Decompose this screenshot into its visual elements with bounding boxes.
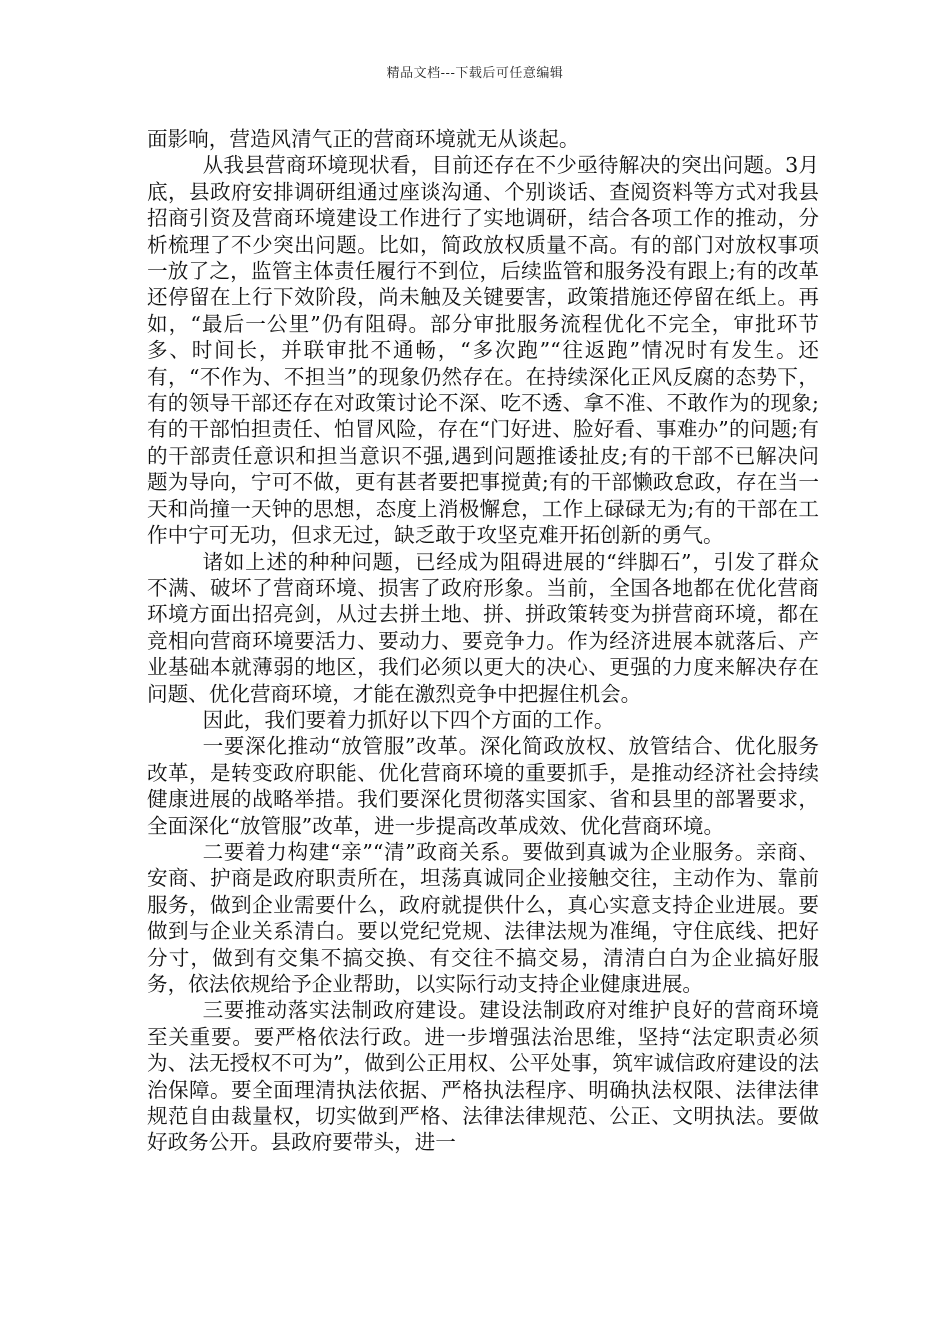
paragraph-reform: 一要深化推动“放管服”改革。深化简政放权、放管结合、优化服务改革，是转变政府职能、优化营商环境的重要抓手，是推动经济社会持续健康进展的战略举措。我们要深化贯彻落实国家、省和县里的部署要求，全面深化“放管服”改革，进一步提高改革成效、优化营商环境。 [147, 734, 819, 838]
paragraph-rule-of-law: 三要推动落实法制政府建设。建设法制政府对维护良好的营商环境至关重要。要严格依法行政。进一步增强法治思维，坚持“法定职责必须为、法无授权不可为”，做到公正用权、公平处事，筑牢诚信政府建设的法治保障。要全面理清执法依据、严格执法程序、明确执法权限、法律法律规范自由裁量权，切实做到严格、法律法律规范、公正、文明执法。要做好政务公开。县政府要带头，进一 [147, 998, 819, 1155]
paragraph-business-relations: 二要着力构建“亲”“清”政商关系。要做到真诚为企业服务。亲商、安商、护商是政府职责所在，坦荡真诚同企业接触交往，主动作为、靠前服务，做到企业需要什么，政府就提供什么，真心实意支持企业进展。要做到与企业关系清白。要以党纪党规、法律法规为准绳，守住底线、把好分寸，做到有交集不搞交换、有交往不搞交易，清清白白为企业搞好服务，依法依规给予企业帮助，以实际行动支持企业健康进展。 [147, 839, 819, 996]
page-header: 精品文档---下载后可任意编辑 [386, 66, 564, 81]
paragraph-continuation: 面影响，营造风清气正的营商环境就无从谈起。 [147, 127, 580, 151]
paragraph-current-problems: 从我县营商环境现状看，目前还存在不少亟待解决的突出问题。3月底，县政府安排调研组通过座谈沟通、个别谈话、查阅资料等方式对我县招商引资及营商环境建设工作进行了实地调研，结合各项工作的推动，分析梳理了不少突出问题。比如，简政放权质量不高。有的部门对放权事项一放了之，监管主体责任履行不到位，后续监管和服务没有跟上;有的改革还停留在上行下效阶段，尚未触及关键要害，政策措施还停留在纸上。再如，“最后一公里”仍有阻碍。部分审批服务流程优化不完全，审批环节多、时间长，并联审批不通畅，“多次跑”“往返跑”情况时有发生。还有，“不作为、不担当”的现象仍然存在。在持续深化正风反腐的态势下，有的领导干部还存在对政策讨论不深、吃不透、拿不准、不敢作为的现象;有的干部怕担责任、怕冒风险，存在“门好进、脸好看、事难办”的问题;有的干部责任意识和担当意识不强,遇到问题推诿扯皮;有的干部不已解决问题为导向，宁可不做，更有甚者要把事搅黄;有的干部懒政怠政，存在当一天和尚撞一天钟的思想，态度上消极懈怠，工作上碌碌无为;有的干部在工作中宁可无功，但求无过，缺乏敢于攻坚克难开拓创新的勇气。 [147, 153, 819, 548]
paragraph-stumbling-block: 诸如上述的种种问题，已经成为阻碍进展的“绊脚石”，引发了群众不满、破坏了营商环境、损害了政府形象。当前，全国各地都在优化营商环境方面出招亮剑，从过去拼土地、拼、拼政策转变为拼营商环境，都在竞相向营商环境要活力、要动力、要竞争力。作为经济进展本就落后、产业基础本就薄弱的地区，我们必须以更大的决心、更强的力度来解决存在问题、优化营商环境，才能在激烈竞争中把握住机会。 [147, 549, 819, 706]
paragraph-four-aspects: 因此，我们要着力抓好以下四个方面的工作。 [202, 707, 615, 732]
document-body [147, 126, 819, 1156]
